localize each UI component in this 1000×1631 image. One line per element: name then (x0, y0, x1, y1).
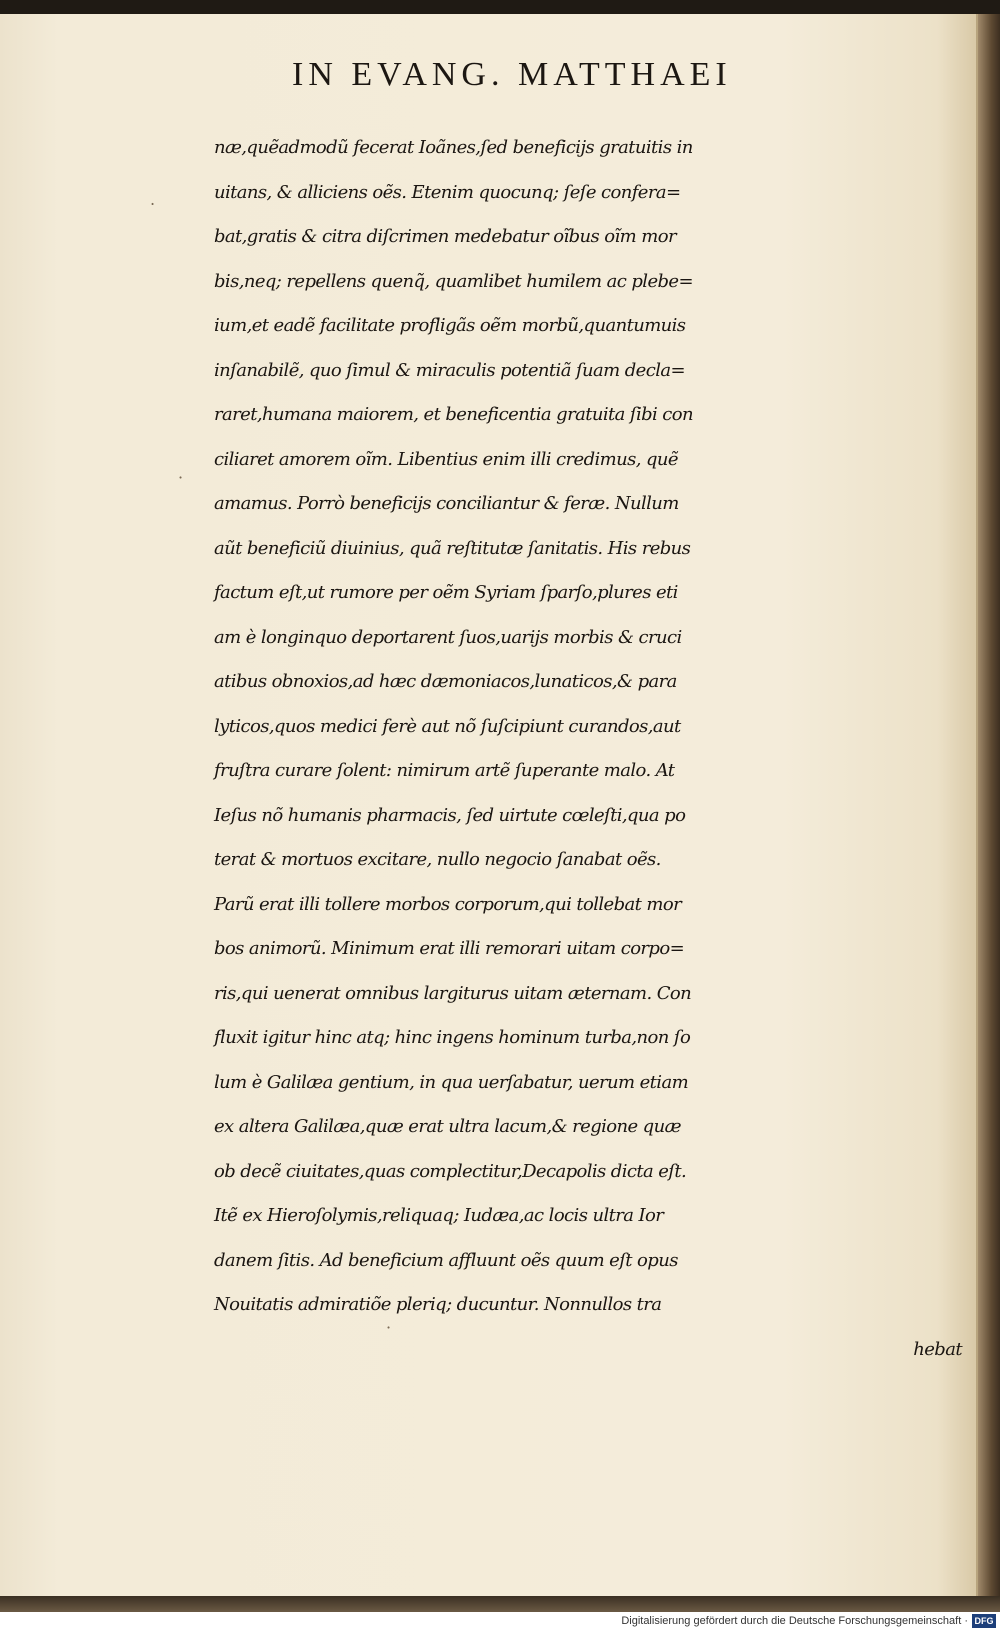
text-line: bos animorũ. Minimum erat illi remorari uitam corpo= (214, 938, 685, 959)
top-scan-border (0, 0, 1000, 14)
text-line: inſanabilẽ, quo ſimul & miraculis potentiã ſuam decla= (214, 359, 685, 381)
text-line: uitans, & alliciens oẽs. Etenim quocunq; ſeſe confera= (214, 181, 681, 203)
text-line: danem ſitis. Ad beneficium affluunt oẽs quum eſt opus (214, 1249, 678, 1271)
text-line: lum è Galilæa gentium, in qua uerſabatur, uerum etiam (214, 1071, 689, 1093)
page-edge-shadow (978, 14, 1000, 1596)
text-line: raret,humana maiorem, et beneficentia gratuita ſibi con (214, 404, 694, 425)
text-line: ex altera Galilæa,quæ erat ultra lacum,& regione quæ (214, 1116, 681, 1137)
dfg-logo: DFG (972, 1614, 996, 1628)
footer-bar (0, 1612, 1000, 1631)
text-line: atibus obnoxios,ad hæc dæmoniacos,lunaticos,& para (214, 671, 677, 692)
text-line: ob decẽ ciuitates,quas complectitur,Decapolis dicta eſt. (214, 1160, 687, 1182)
running-head: IN EVANG. MATTHAEI (292, 56, 732, 93)
text-line: aũt beneficiũ diuinius, quã reſtitutæ ſanitatis. His rebus (214, 537, 691, 559)
text-line: Itẽ ex Hieroſolymis,reliquaq; Iudæa,ac locis ultra Ior (214, 1205, 664, 1226)
catchword: hebat (913, 1338, 962, 1360)
text-line: bis,neq; repellens quenq̃, quamlibet humilem ac plebe= (214, 270, 693, 292)
text-line: bat,gratis & citra diſcrimen medebatur oĩbus oĩm mor (214, 226, 676, 247)
margin-mark: . (150, 190, 156, 209)
text-line: ium,et eadẽ facilitate profligãs oẽm morbũ,quantumuis (214, 315, 686, 336)
text-line: terat & mortuos excitare, nullo negocio ſanabat oẽs. (214, 849, 661, 870)
text-line: ciliaret amorem oĩm. Libentius enim illi credimus, quẽ (214, 448, 678, 470)
text-line: ris,qui uenerat omnibus largiturus uitam æternam. Con (214, 982, 692, 1004)
funding-note: Digitalisierung gefördert durch die Deutsche Forschungsgemeinschaft · (621, 1615, 968, 1627)
text-line: fluxit igitur hinc atq; hinc ingens hominum turba,non ſo (214, 1027, 691, 1048)
text-line: Nouitatis admiratiõe pleriq; ducuntur. Nonnullos tra (214, 1294, 662, 1315)
text-block (214, 126, 974, 1372)
text-line: factum eſt,ut rumore per oẽm Syriam ſparſo,plures eti (214, 582, 678, 603)
margin-mark: · (178, 468, 184, 487)
text-line: næ,quẽadmodũ fecerat Ioãnes,ſed beneficijs gratuitis in (214, 137, 693, 158)
text-line: am è longinquo deportarent ſuos,uarijs morbis & cruci (214, 626, 682, 648)
text-line: Ieſus nõ humanis pharmacis, ſed uirtute cœleſti,qua po (214, 804, 686, 826)
bottom-scan-border (0, 1596, 1000, 1612)
text-line: fruſtra curare ſolent: nimirum artẽ ſuperante malo. At (214, 760, 675, 781)
text-line: amamus. Porrò beneficijs conciliantur & feræ. Nullum (214, 493, 679, 514)
text-line: lyticos,quos medici ferè aut nõ ſuſcipiunt curandos,aut (214, 715, 681, 737)
text-line: Parũ erat illi tollere morbos corporum,qui tollebat mor (214, 893, 682, 915)
margin-mark: · (386, 1318, 392, 1337)
